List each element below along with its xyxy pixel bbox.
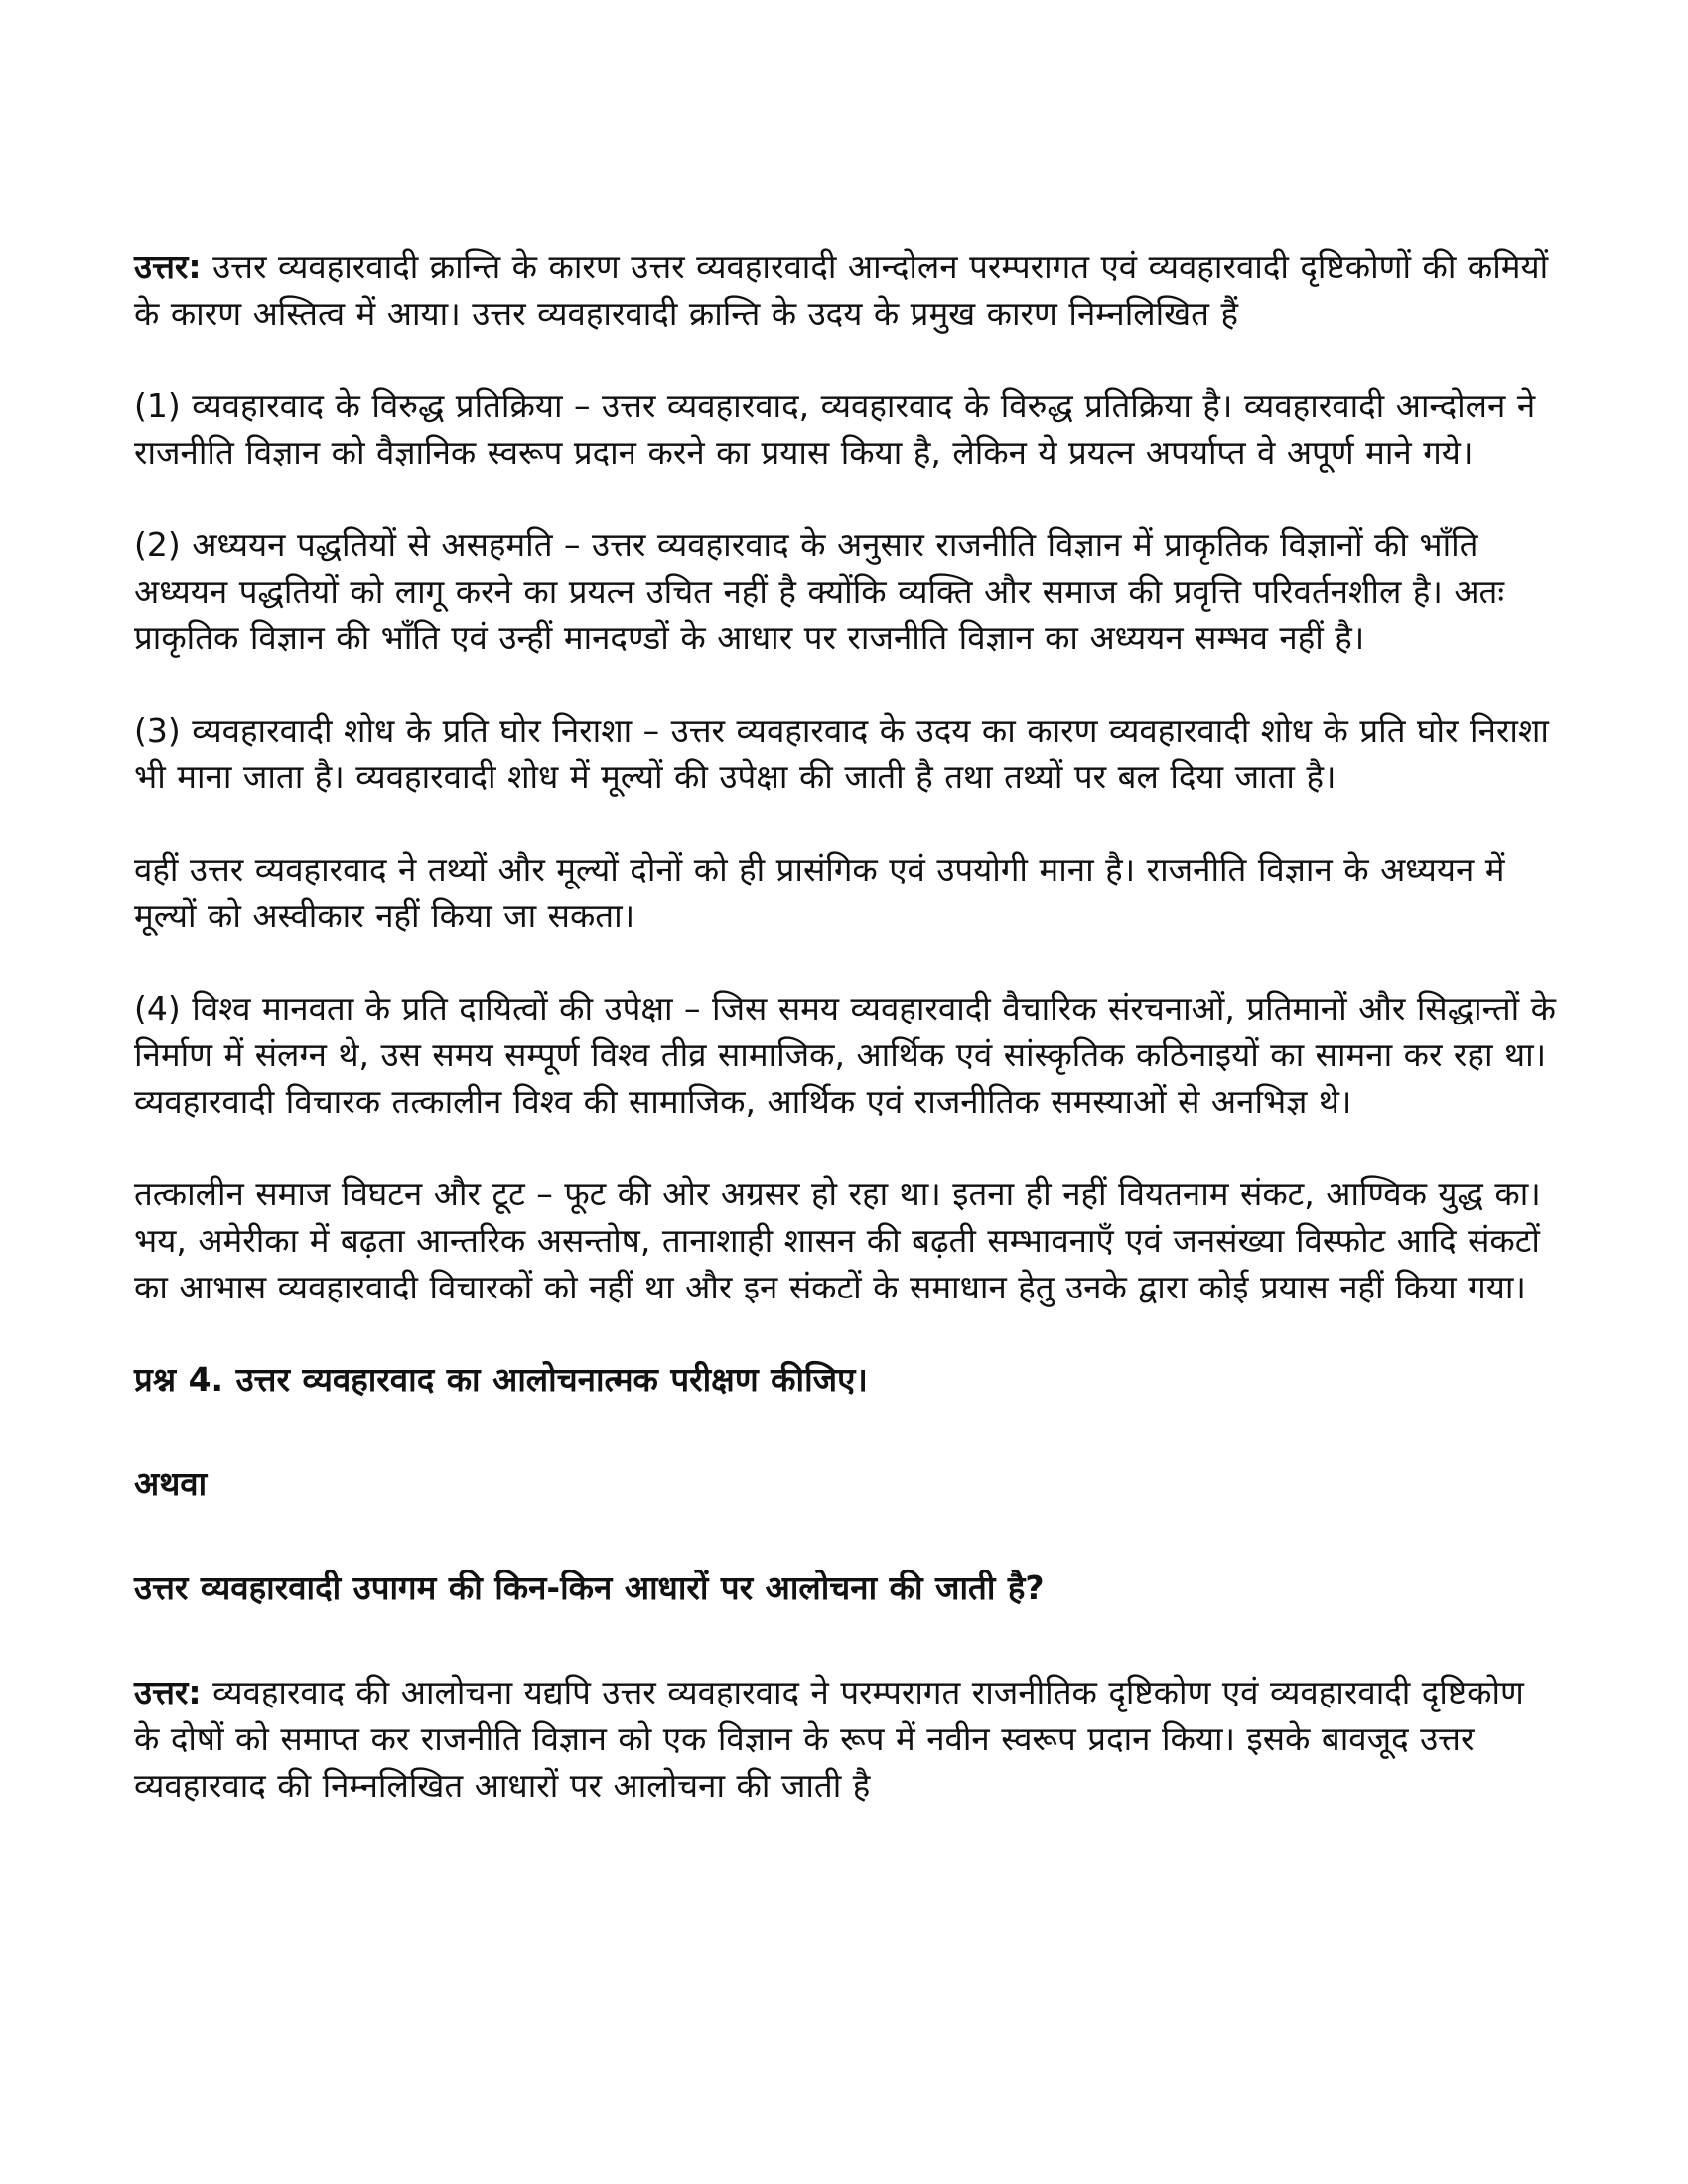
- heading-question-4: [134, 1356, 1559, 1403]
- paragraph-text: वहीं उत्तर व्यवहारवाद ने तथ्यों और मूल्यों दोनों को ही प्रासंगिक एवं उपयोगी माना है। राजनीति विज्ञान के अध्ययन में मूल्यों को अस्वीकार नहीं किया जा सकता।: [134, 850, 1505, 935]
- paragraph-answer-intro: [134, 243, 1559, 337]
- paragraph-text: व्यवहारवाद की आलोचना यद्यपि उत्तर व्यवहारवाद ने परम्परागत राजनीतिक दृष्टिकोण एवं व्यवहारवादी दृष्टिकोण के दोषों को समाप्त कर राजनीति विज्ञान को एक विज्ञान के रूप में नवीन स्वरूप प्रदान किया। इसके बावजूद उत्तर व्यवहारवाद की निम्नलिखित आधारों पर आलोचना की जाती है: [134, 1673, 1524, 1805]
- paragraph-values-note: [134, 846, 1559, 939]
- heading-text: अथवा: [134, 1464, 208, 1503]
- paragraph-point-1: [134, 382, 1559, 476]
- paragraph-point-3: [134, 707, 1559, 800]
- paragraph-text: (2) अध्ययन पद्धतियों से असहमति – उत्तर व्यवहारवाद के अनुसार राजनीति विज्ञान में प्राकृतिक विज्ञानों की भाँति अध्ययन पद्धतियों को लागू करने का प्रयत्न उचित नहीं है क्योंकि व्यक्ति और समाज की प्रवृत्ति परिवर्तनशील है। अतः प्राकृतिक विज्ञान की भाँति एवं उन्हीं मानदण्डों के आधार पर राजनीति विज्ञान का अध्ययन सम्भव नहीं है।: [134, 525, 1505, 657]
- paragraph-text: (3) व्यवहारवादी शोध के प्रति घोर निराशा – उत्तर व्यवहारवाद के उदय का कारण व्यवहारवादी शोध के प्रति घोर निराशा भी माना जाता है। व्यवहारवादी शोध में मूल्यों की उपेक्षा की जाती है तथा तथ्यों पर बल दिया जाता है।: [134, 711, 1549, 796]
- heading-text: उत्तर व्यवहारवादी उपागम की किन-किन आधारों पर आलोचना की जाती है?: [134, 1569, 1045, 1607]
- paragraph-answer-critique: [134, 1669, 1559, 1809]
- paragraph-society-crisis: [134, 1170, 1559, 1310]
- heading-text: प्रश्न 4. उत्तर व्यवहारवाद का आलोचनात्मक परीक्षण कीजिए।: [134, 1360, 868, 1399]
- paragraph-text: (1) व्यवहारवाद के विरुद्ध प्रतिक्रिया – उत्तर व्यवहारवाद, व्यवहारवाद के विरुद्ध प्रतिक्रिया है। व्यवहारवादी आन्दोलन ने राजनीति विज्ञान को वैज्ञानिक स्वरूप प्रदान करने का प्रयास किया है, लेकिन ये प्रयत्न अपर्याप्त वे अपूर्ण माने गये।: [134, 386, 1536, 472]
- paragraph-point-4: [134, 985, 1559, 1125]
- heading-alt-question: [134, 1565, 1559, 1611]
- paragraph-text: तत्कालीन समाज विघटन और टूट – फूट की ओर अग्रसर हो रहा था। इतना ही नहीं वियतनाम संकट, आण्विक युद्ध का। भय, अमेरीका में बढ़ता आन्तरिक असन्तोष, तानाशाही शासन की बढ़ती सम्भावनाएँ एवं जनसंख्या विस्फोट आदि संकटों का आभास व्यवहारवादी विचारकों को नहीं था और इन संकटों के समाधान हेतु उनके द्वारा कोई प्रयास नहीं किया गया।: [134, 1174, 1541, 1306]
- heading-or-separator: [134, 1460, 1559, 1507]
- answer-label: उत्तर:: [134, 247, 202, 286]
- answer-label: उत्तर:: [134, 1673, 202, 1711]
- paragraph-text: उत्तर व्यवहारवादी क्रान्ति के कारण उत्तर व्यवहारवादी आन्दोलन परम्परागत एवं व्यवहारवादी दृष्टिकोणों की कमियों के कारण अस्तित्व में आया। उत्तर व्यवहारवादी क्रान्ति के उदय के प्रमुख कारण निम्नलिखित हैं: [134, 247, 1549, 333]
- paragraph-text: (4) विश्व मानवता के प्रति दायित्वों की उपेक्षा – जिस समय व्यवहारवादी वैचारिक संरचनाओं, प्रतिमानों और सिद्धान्तों के निर्माण में संलग्न थे, उस समय सम्पूर्ण विश्व तीव्र सामाजिक, आर्थिक एवं सांस्कृतिक कठिनाइयों का सामना कर रहा था। व्यवहारवादी विचारक तत्कालीन विश्व की सामाजिक, आर्थिक एवं राजनीतिक समस्याओं से अनभिज्ञ थे।: [134, 989, 1557, 1121]
- paragraph-point-2: [134, 521, 1559, 661]
